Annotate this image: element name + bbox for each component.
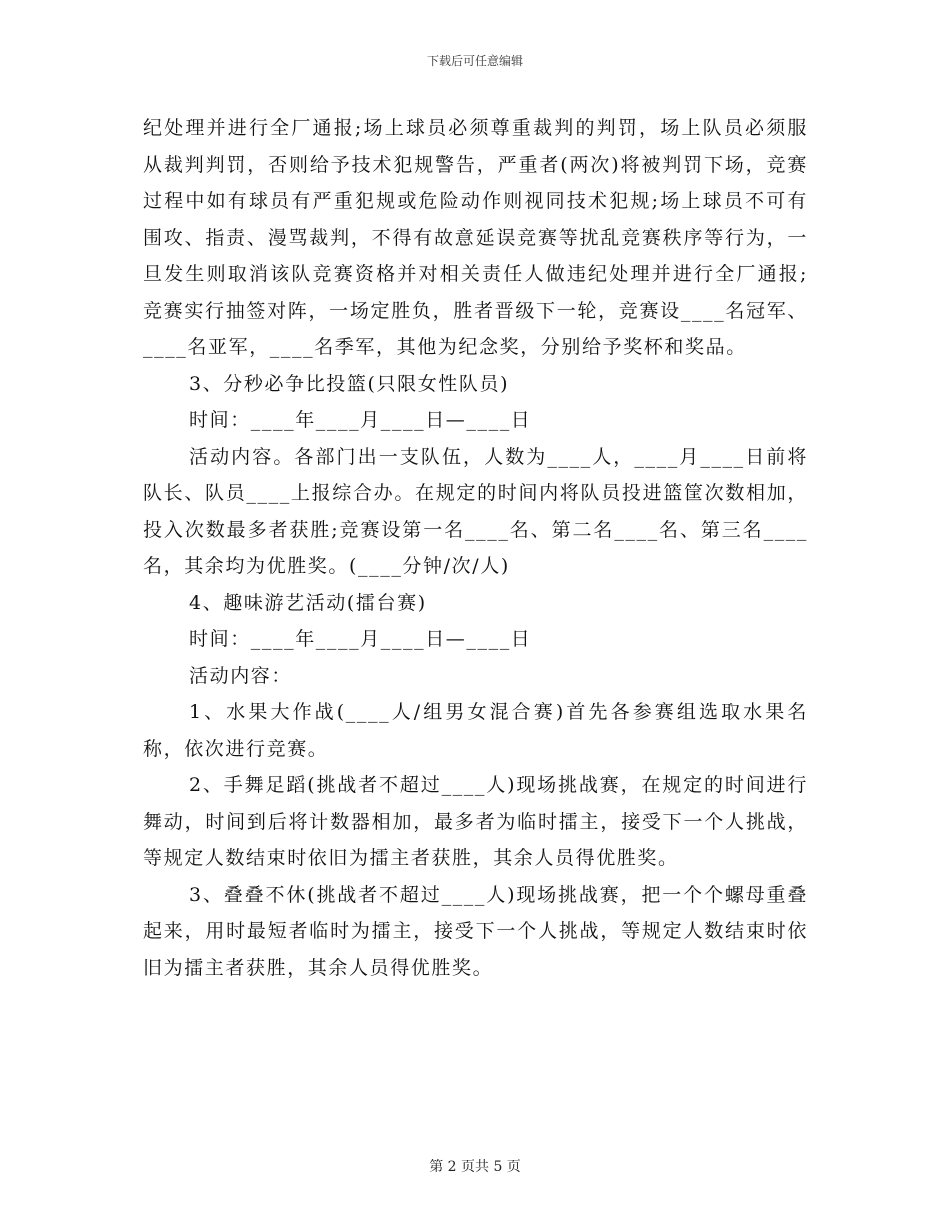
paragraph-continuation: 纪处理并进行全厂通报;场上球员必须尊重裁判的判罚，场上队员必须服从裁判判罚，否则给予技术犯规警告，严重者(两次)将被判罚下场，竞赛过程中如有球员有严重犯规或危险动作则视同技术犯规;场上球员不可有围攻、指责、漫骂裁判，不得有故意延误竞赛等扰乱竞赛秩序等行为，一旦发生则取消该队竞赛资格并对相关责任人做违纪处理并进行全厂通报;竞赛实行抽签对阵，一场定胜负，胜者晋级下一轮，竞赛设____名冠军、____名亚军，____名季军，其他为纪念奖，分别给予奖杯和奖品。 <box>143 117 808 358</box>
document-body <box>143 110 808 986</box>
list-item-fruit: 1、水果大作战(____人/组男女混合赛)首先各参赛组选取水果名称，依次进行竞赛。 <box>143 701 808 760</box>
list-item-dance: 2、手舞足蹈(挑战者不超过____人)现场挑战赛，在规定的时间进行舞动，时间到后将计数器相加，最多者为临时擂主，接受下一个人挑战，等规定人数结束时依旧为擂主者获胜，其余人员得优胜奖。 <box>143 774 808 869</box>
activity-content-label: 活动内容： <box>189 664 293 687</box>
page-header: 下载后可任意编辑 <box>426 54 523 68</box>
section-heading-shooting: 3、分秒必争比投篮(只限女性队员) <box>189 372 510 395</box>
list-item-stacking: 3、叠叠不休(挑战者不超过____人)现场挑战赛，把一个个螺母重叠起来，用时最短者临时为擂主，接受下一个人挑战，等规定人数结束时依旧为擂主者获胜，其余人员得优胜奖。 <box>143 883 808 979</box>
paragraph-shooting-content: 活动内容。各部门出一支队伍，人数为____人，____月____日前将队长、队员____上报综合办。在规定的时间内将队员投进篮筐次数相加，投入次数最多者获胜;竞赛设第一名____名、第二名____名、第三名____名，其余均为优胜奖。(____分钟/次/人) <box>143 445 808 577</box>
section-heading-games: 4、趣味游艺活动(擂台赛) <box>189 591 427 614</box>
time-line-shooting: 时间：____年____月____日—____日 <box>189 409 532 431</box>
page-footer: 第 2 页共 5 页 <box>429 1159 521 1175</box>
time-line-games: 时间：____年____月____日—____日 <box>189 628 532 650</box>
